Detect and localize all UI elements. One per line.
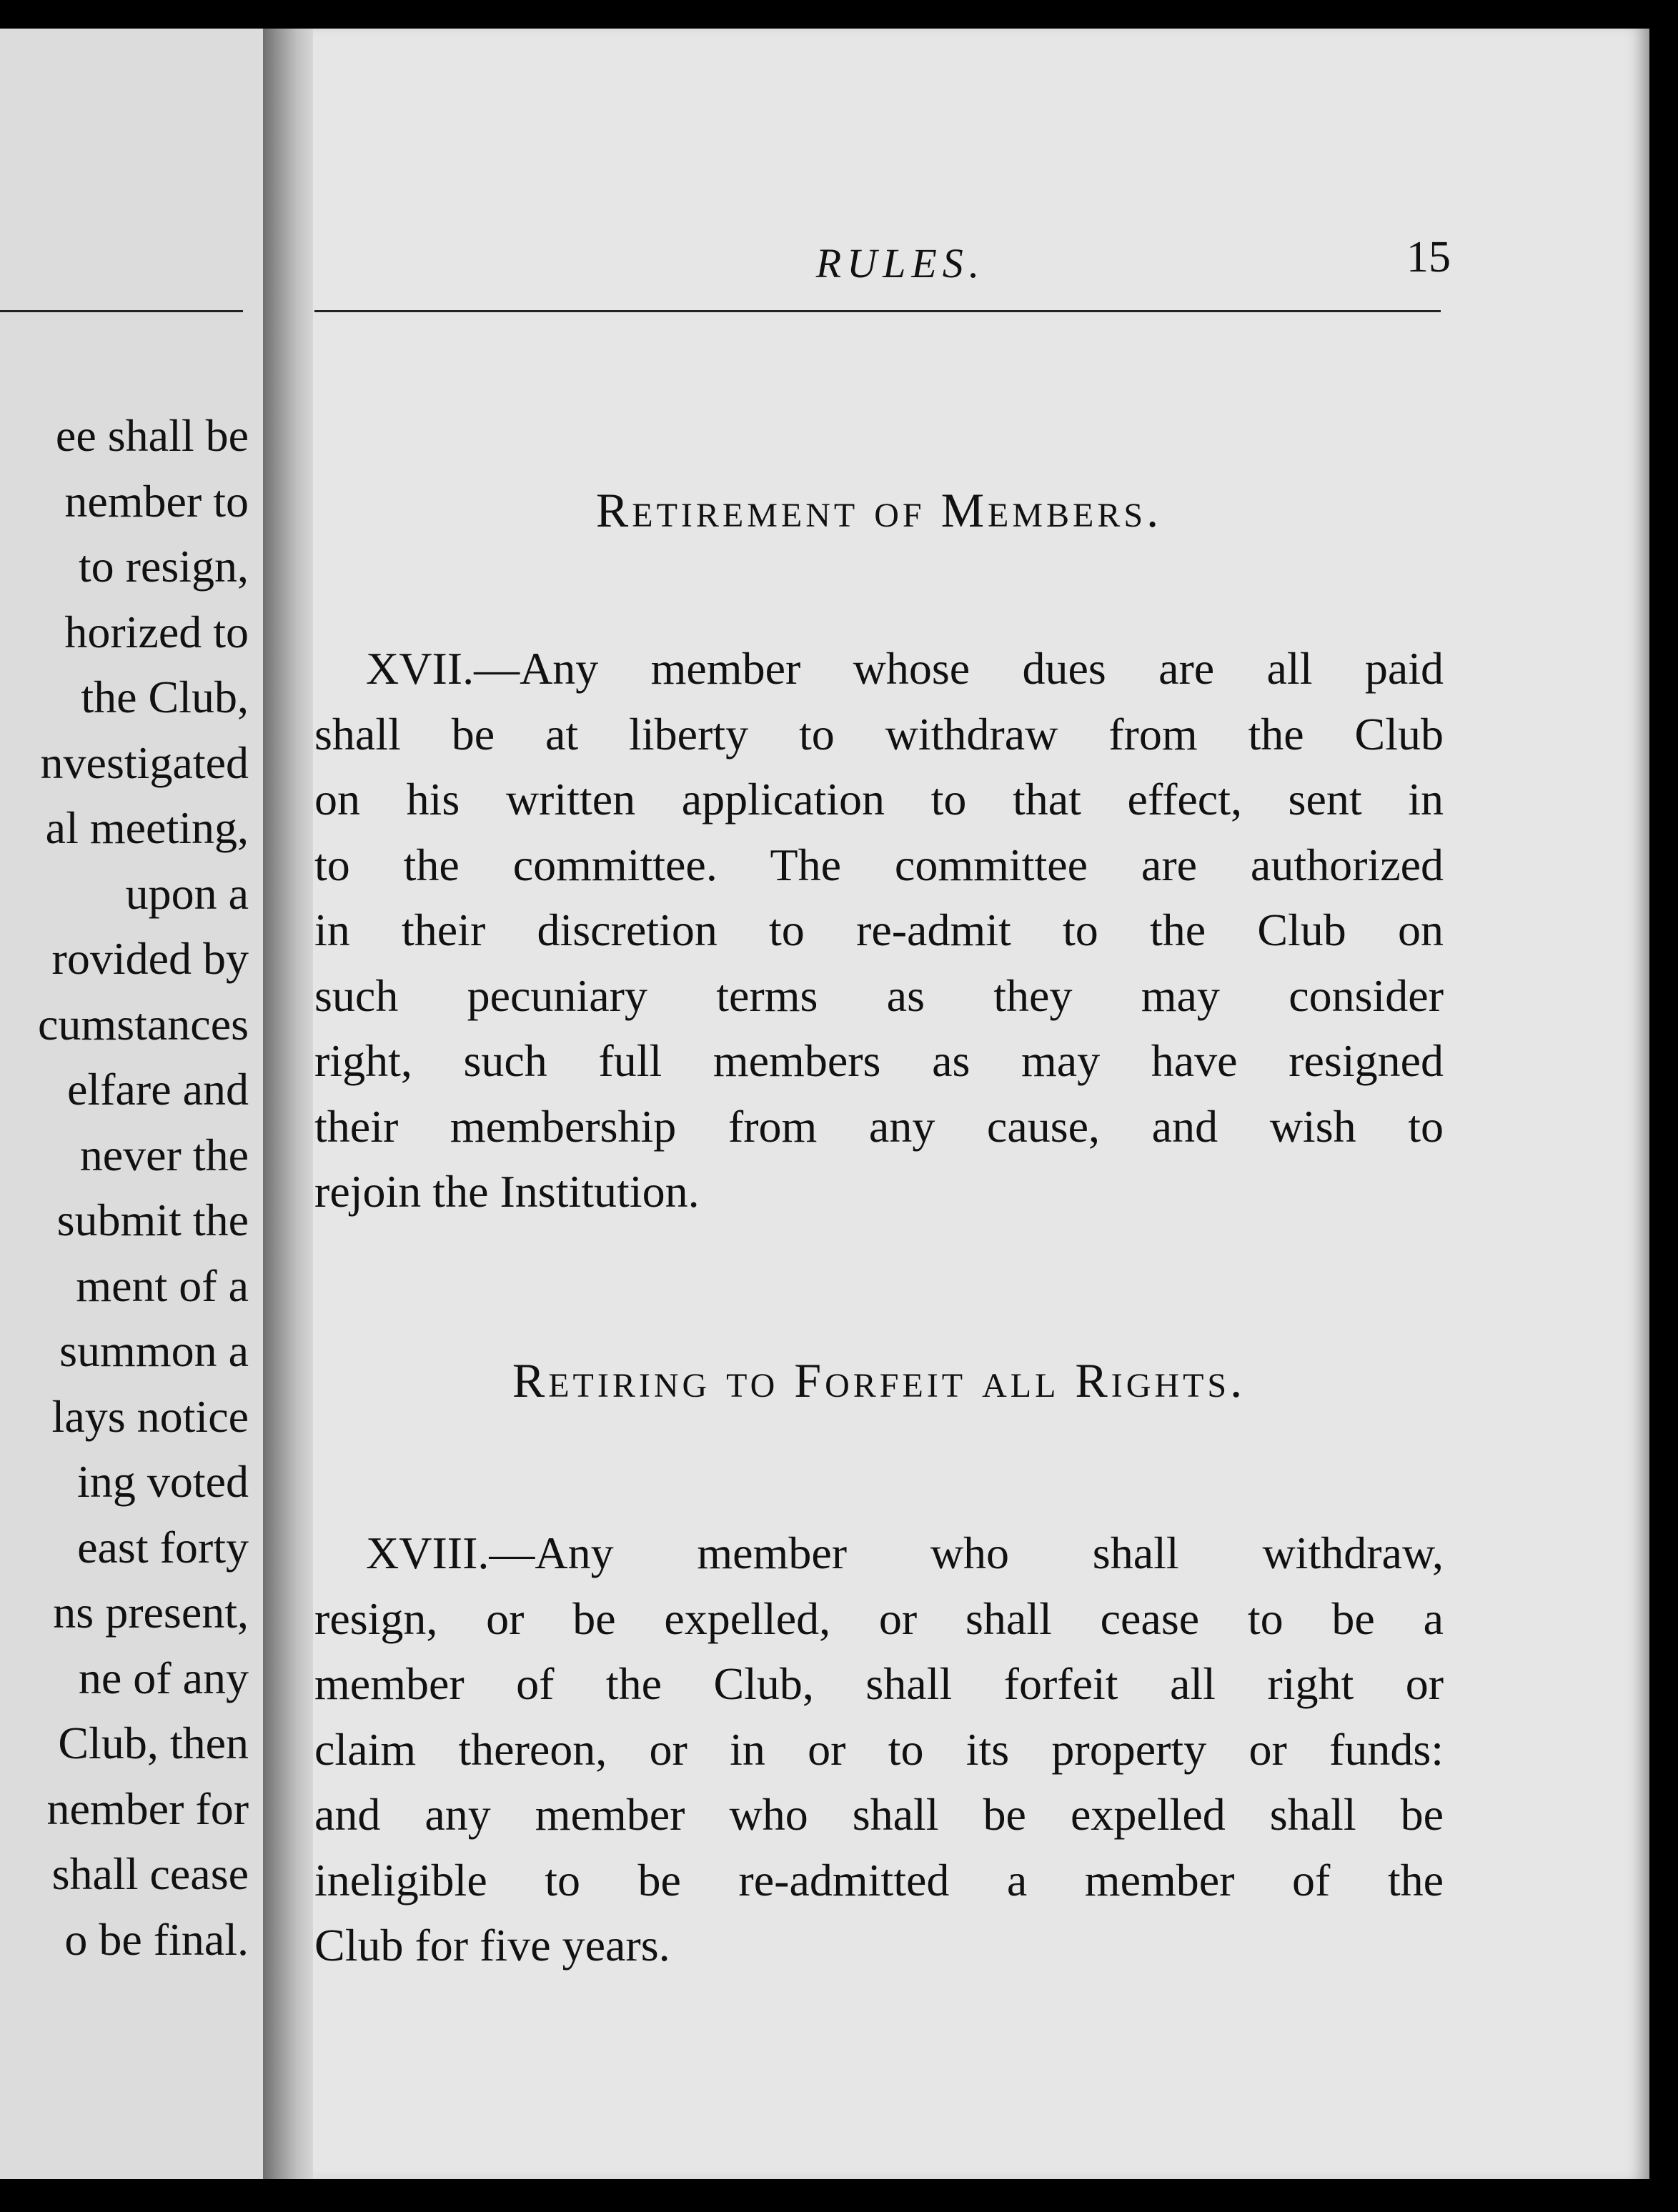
paragraph-line: member of the Club, shall forfeit all right or — [314, 1658, 1444, 1709]
paragraph-line: right, such full members as may have resigned — [314, 1035, 1444, 1086]
left-line: cumstances — [38, 998, 249, 1050]
page-number: 15 — [1406, 233, 1451, 282]
left-page — [0, 29, 263, 2179]
left-line: elfare and — [66, 1064, 249, 1115]
paragraph-line: XVIII.—Any member who shall withdraw, — [366, 1528, 1444, 1578]
left-line: to resign, — [78, 541, 249, 592]
paragraph-line: and any member who shall be expelled shall be — [314, 1789, 1444, 1840]
paragraph-line: their membership from any cause, and wish to — [314, 1100, 1444, 1152]
left-line: Club, then — [58, 1718, 249, 1768]
left-line: lays notice — [51, 1390, 249, 1442]
left-page-text — [0, 403, 249, 1972]
book-gutter — [263, 29, 313, 2179]
section-heading-retirement: Retirement of Members. — [595, 483, 1163, 537]
left-line: o be final. — [64, 1913, 249, 1965]
left-line: east forty — [77, 1521, 249, 1573]
paragraph-line: XVII.—Any member whose dues are all paid — [366, 643, 1444, 694]
left-line: submit the — [56, 1195, 249, 1245]
left-line: never the — [79, 1129, 249, 1180]
left-line: ns present, — [53, 1587, 249, 1638]
running-title: RULES. — [815, 240, 986, 287]
paragraph-line: to the committee. The committee are authorized — [314, 839, 1444, 890]
running-head — [314, 218, 1451, 289]
left-line: horized to — [64, 606, 249, 657]
left-line: rovided by — [51, 933, 249, 984]
paragraph-line: in their discretion to re-admit to the Club on — [314, 905, 1444, 955]
left-line: nember to — [64, 475, 249, 527]
section-heading-forfeit: Retiring to Forfeit all Rights. — [512, 1353, 1246, 1408]
rule-xvii — [314, 636, 1444, 1225]
left-line: upon a — [125, 867, 249, 919]
left-line: ment of a — [76, 1260, 249, 1311]
left-line: al meeting, — [45, 802, 249, 853]
header-rule — [314, 310, 1441, 312]
paragraph-line: rejoin the Institution. — [314, 1166, 700, 1217]
left-line: ee shall be — [55, 410, 249, 461]
left-line: nvestigated — [40, 737, 249, 788]
paragraph-line: on his written application to that effect, sent in — [314, 774, 1444, 824]
left-line: summon a — [59, 1325, 249, 1376]
rule-xviii — [314, 1520, 1444, 1978]
paragraph-line: shall be at liberty to withdraw from the Club — [314, 708, 1444, 759]
paragraph-line: such pecuniary terms as they may consider — [314, 970, 1444, 1021]
left-line: nember for — [46, 1783, 249, 1834]
left-line: ing voted — [77, 1456, 249, 1507]
left-line: the Club, — [81, 672, 249, 722]
paragraph-line: resign, or be expelled, or shall cease to be a — [314, 1593, 1444, 1644]
left-line: ne of any — [78, 1652, 249, 1703]
paragraph-line: ineligible to be re-admitted a member of the — [314, 1854, 1444, 1905]
paragraph-line: claim thereon, or in or to its property or funds: — [314, 1723, 1444, 1775]
right-page — [313, 29, 1649, 2179]
left-page-rule — [0, 310, 243, 312]
left-line: shall cease — [51, 1848, 249, 1899]
paragraph-line: Club for five years. — [314, 1920, 670, 1971]
